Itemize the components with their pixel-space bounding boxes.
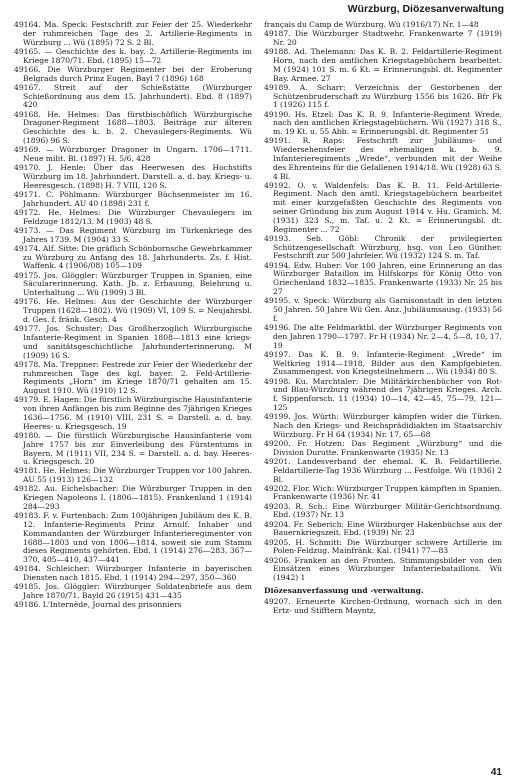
bibliography-entry: 49173. — Das Regiment Würzburg im Türkenkriege des Jahres 1739. M (1904) 33 S.: [14, 225, 252, 244]
bibliography-entry: 49201. Landesverband der ehemal. K. B. Feldartillerie. Feldartillerie-Tag 1936 Würzburg ... Festfolge. Wü (1936) 2 Bl.: [264, 456, 502, 484]
bibliography-entry: 49195. v. Speck: Würzburg als Garnisonstadt in den letzten 50 Jahren. 50 Jahre Wü Gen. Anz. Jubiläumsausg. (1933) 56 f.: [264, 296, 502, 323]
bibliography-entry: 49183. F. v. Furtenbach: Zum 100jährigen Jubiläum des K. B. 12. Infanterie-Regiments Prinz Arnulf. Inhaber und Kommandanten der Würzburger Infanterieregimenter von 1688—1803 und von 1806—1814, soweit sie zum Stamm dieses Regiments gehörten. Ebd. 1 (1914) 276—283, 367—370, 405—410, 437—441: [14, 511, 252, 565]
bibliography-entry: 49169. — Würzburger Dragoner in Ungarn. 1706—1711. Neue milit. Bl. (1897) H. 5/6, 428: [14, 145, 252, 163]
bibliography-entry: 49187. Die Würzburger Stadtwehr. Frankenwarte 7 (1919) Nr. 20: [264, 29, 502, 47]
bibliography-entry: 49190. Hs. Etzel: Das K. B. 9. Infanterie-Regiment Wrede, nach den amtlichen Kriegstagebüchern. Wü (1927) 318 S., m. 19 Kt. u. 55 Abb. = Erinnerungsbl. dt. Regimenter 51: [264, 109, 502, 137]
bibliography-entry: 49174. Alf. Sitte: Die gräflich Schönbornsche Gewehrkammer zu Würzburg zu Anfang des 18. Jahrhunderts. Zs. f. Hist. Waffenk. 4 (1906/08) 105—109: [14, 243, 252, 271]
bibliography-entry: 49168. He. Helmes: Das fürstbischöflich Würzburgische Dragoner-Regiment 1688—1803. Beiträge zur älteren Geschichte des k. b. 2. Chevaulegers-Regiments. Wü (1896) 96 S.: [14, 109, 252, 145]
bibliography-entry: 49167. Streit auf der Schießstätte (Würzburger Schießordnung aus dem 15. Jahrhundert). Ebd. 8 (1897) 420: [14, 82, 252, 110]
bibliography-entry: 49203. R. Sch.: Eine Würzburger Militär-Gerichtsordnung. Ebd. (1937) Nr. 13: [264, 501, 502, 520]
bibliography-entry: 49191. R. Raps: Festschrift zur Jubiläums- und Wiedersehensfeier des ehemaligen k. b. 9. Infanterieregiments „Wrede“, verbunden mit der Weihe des Ehrenteins für die Gefallenen 1914/18. Wü (1928) 63 S. 4 Bl.: [264, 136, 502, 181]
bibliography-entry: 49196. Die alte Feldmarktbl. der Würzburger Regiments von den Jahren 1790—1797. Fr H (1934) Nr. 2—4, 5—8, 10, 17, 19: [264, 323, 502, 350]
bibliography-entry: 49189. A. Scharr: Verzeichnis der Gestorbenen der Schützenbruderschaft zu Würzburg 1556 bis 1626. Bfr Fk 1 (1926) 115 f.: [264, 82, 502, 110]
bibliography-entry: 49164. Ma. Speck: Festschrift zur Feier der 25. Wiederkehr der ruhmreichen Tage des 2. Artillerie-Regiments in Würzburg ... Wü (1895) 72 S. 2 Bl.: [14, 20, 252, 47]
bibliography-entry: 49206. Franken an den Fronten. Stimmungsbilder von den Einsätzen eines Würzburger Infanteriebataillons. Wü (1942) 1: [264, 555, 502, 583]
bibliography-entry: 49205. H. Schmitt: Die Würzburger schwere Artillerie im Polen-Feldzug. Mainfränk. Kal. (1941) 77—83: [264, 537, 502, 556]
bibliography-entry: 49193. Seb. Göbl: Chronik der privilegierten Schützengesellschaft Würzburg, hsg. von Leo Günther. Festschrift zur 500 Jahrfeier. Wü (1932) 124 S. m. Taf.: [264, 233, 502, 261]
bibliography-entry: 49165. — Geschichte des k. bay. 2. Artillerie-Regiments im Kriege 1870/71. Ebd. (1895) 15—72: [14, 46, 252, 65]
bibliography-entry: 49185. Jos. Glöggler: Würzburger Soldatenbriefe aus dem Jahre 1870/71. Bayld 26 (1915) 431—435: [14, 582, 252, 601]
bibliography-entry: 49192. O. v. Waldenfels: Das K. B. 11. Feld-Artillerie-Regiment. Nach den amtl. Kriegstagebüchern bearbeitet mit einer kurzgefaßten Geschichte des Regiments von seiner Gründung bis zum August 1914 v. Hu. Gramich. M. (1931) 323 S., m. Taf. u. 2 Kt. = Erinnerungsbl. dt. Regimenter ... 72: [264, 180, 502, 234]
running-header: Würzburg, Diözesanverwaltung: [347, 3, 504, 15]
bibliography-entry: 49207. Erneuerte Kirchen-Ordnung, wornach sich in den Ertz- und Stifftern Mayntz,: [264, 596, 502, 615]
bibliography-entry: 49180. — Die fürstlich Würzburgische Hausinfanterie vom Jahre 1757 bis zur Einverleibung des Fürstentums in Bayern. M (1911) VII, 234 S. = Darstell. a. d. bay. Heeres- u. Kriegsgesch. 20: [14, 430, 252, 467]
bibliography-entry: 49181. He. Helmes: Die Würzburger Truppen vor 100 Jahren. AU 55 (1913) 126—132: [14, 466, 252, 485]
bibliography-entry: 49170. J. Henle: Über das Heerwesen des Hochstifts Würzburg im 18. Jahrhundert. Darstell. a. d. bay. Kriegs- u. Heeresgesch. (1898) H. 7 VIII, 120 S.: [14, 163, 252, 190]
bibliography-entry: 49177. Jos. Schuster: Das Großherzoglich Würzburgische Infanterie-Regiment in Spanien 1808—1813 eine kriegs- und sanitätsgeschichtliche Jahrhunderterinnerung. M (1909) 16 S.: [14, 324, 252, 360]
bibliography-entry: 49194. Edw. Huber: Vor 100 Jahren, eine Erinnerung an das Würzburger Bataillon im Hilfskorps für König Otto von Griechenland 1832—1835. Frankenwarte (1933) Nr. 25 bis 27: [264, 260, 502, 297]
bibliography-entry: français du Camp de Würzburg. Wü (1916/17) Nr. 1—48: [264, 20, 479, 29]
page-number: 41: [490, 767, 502, 778]
bibliography-entry: 49172. He. Helmes: Die Würzburger Chevaulegers im Feldzuge 1812/13. M (1903) 48 S.: [14, 207, 252, 226]
bibliography-entry: 49179. E. Hagen: Die fürstlich Würzburgische Hausinfanterie von ihren Anfängen bis zum Beginne des 7jährigen Krieges 1636—1756. M (1910) VIII, 231 S. = Darstell. a. d. bay. Heeres- u. Kriegsgesch. 19: [14, 395, 252, 431]
bibliography-entry: 49182. Au. Eichelsbacher: Die Würzburger Truppen in den Kriegen Napoleons I. (1806—1815). Frankenland 1 (1914) 284—293: [14, 484, 252, 512]
bibliography-entry: 49184. Schleicher: Würzburger Infanterie in bayerischen Diensten nach 1815. Ebd. 1 (1914) 294—297, 350—360: [14, 564, 252, 583]
bibliography-entry: 49171. C. Pöhlmann: Würzburger Büchsenmeister im 16. Jahrhundert. AU 40 (1898) 231 f.: [14, 189, 252, 208]
bibliography-entry: 49186. L'Internède, Journal des prisonniers: [14, 600, 182, 610]
bibliography-entry: 49202. Flor. Wich: Würzburger Truppen kämpften in Spanien. Frankenwarte (1936) Nr. 41: [264, 483, 502, 502]
bibliography-entry: 49188. Ad. Thelemann: Das K. B. 2. Feldartillerie-Regiment Horn, nach den amtlichen Kriegstagebüchern bearbeitet. M (1924) 101 S. m. 6 Kt. = Erinnerungsbl. dt. Regimenter Bay. Armee. 27: [264, 47, 502, 83]
bibliography-entry: 49199. Jos. Würth: Würzburger kämpfen wider die Türken. Nach den Kriegs- und Reichsprädidiakten im Staatsarchiv Würzburg. Fr H 64 (1934) Nr. 17, 65—68: [264, 412, 502, 439]
bibliography-entry: 49175. Jos. Glöggler: Würzburger Truppen in Spanien, eine Säcularerinnerung. Kath. Jb. z. Erbauung, Belehrung u. Unterhaltung ... Wü (1909) 3 Bl.: [14, 270, 252, 298]
bibliography-entry: 49204. Fr. Seberich: Eine Würzburger Hakenbüchse aus der Bauernkriegszeit. Ebd. (1939) Nr. 23: [264, 519, 502, 538]
bibliography-entry: 49200. Fr. Hotzen: Das Regiment „Würzburg“ und die Division Durutte. Frankenwarte (1935) Nr. 13: [264, 438, 502, 457]
section-heading: Diözesanverfassung und -verwaltung.: [264, 586, 424, 596]
left-column: [14, 21, 252, 611]
bibliography-entry: 49166. Die Würzburger Regimenter bei der Eroberung Belgrads durch Prinz Eugen. Bayl 7 (1896) 168: [14, 64, 252, 83]
bibliography-entry: 49176. He. Helmes: Aus der Geschichte der Würzburger Truppen (1628—1802). Wü (1909) VI, 109 S. = Neujahrsbl. d. Ges. f. fränk. Gesch. 4: [14, 297, 252, 324]
bibliography-entry: 49178. Ma. Treppner: Festrede zur Feier der Wiederkehr der ruhmreichen Tage des kgl. bayer. 2. Feld-Artillerie-Regiments „Horn“ im Kriege 1870/71 gehalten am 15. August 1910. Wü (1910) 12 S.: [14, 359, 252, 396]
bibliography-entry: 49198. Ku. Marchtaler: Die Militärkirchenbücher von Rot- und Blau-Würzburg während des 7jährigen Krieges. Arch. f. Sippenforsch. 11 (1934) 10—14, 42—45, 75—79, 121—125: [264, 376, 502, 412]
bibliography-entry: 49197. Das K. B. 9. Infanterie-Regiment „Wrede“ im Weltkrieg 1914—1918, Bilder aus den Kampfgebieten. Zusammengest. von Kriegsteilnehmern ... Wü (1934) 80 S.: [264, 349, 502, 377]
right-column: [264, 21, 502, 616]
